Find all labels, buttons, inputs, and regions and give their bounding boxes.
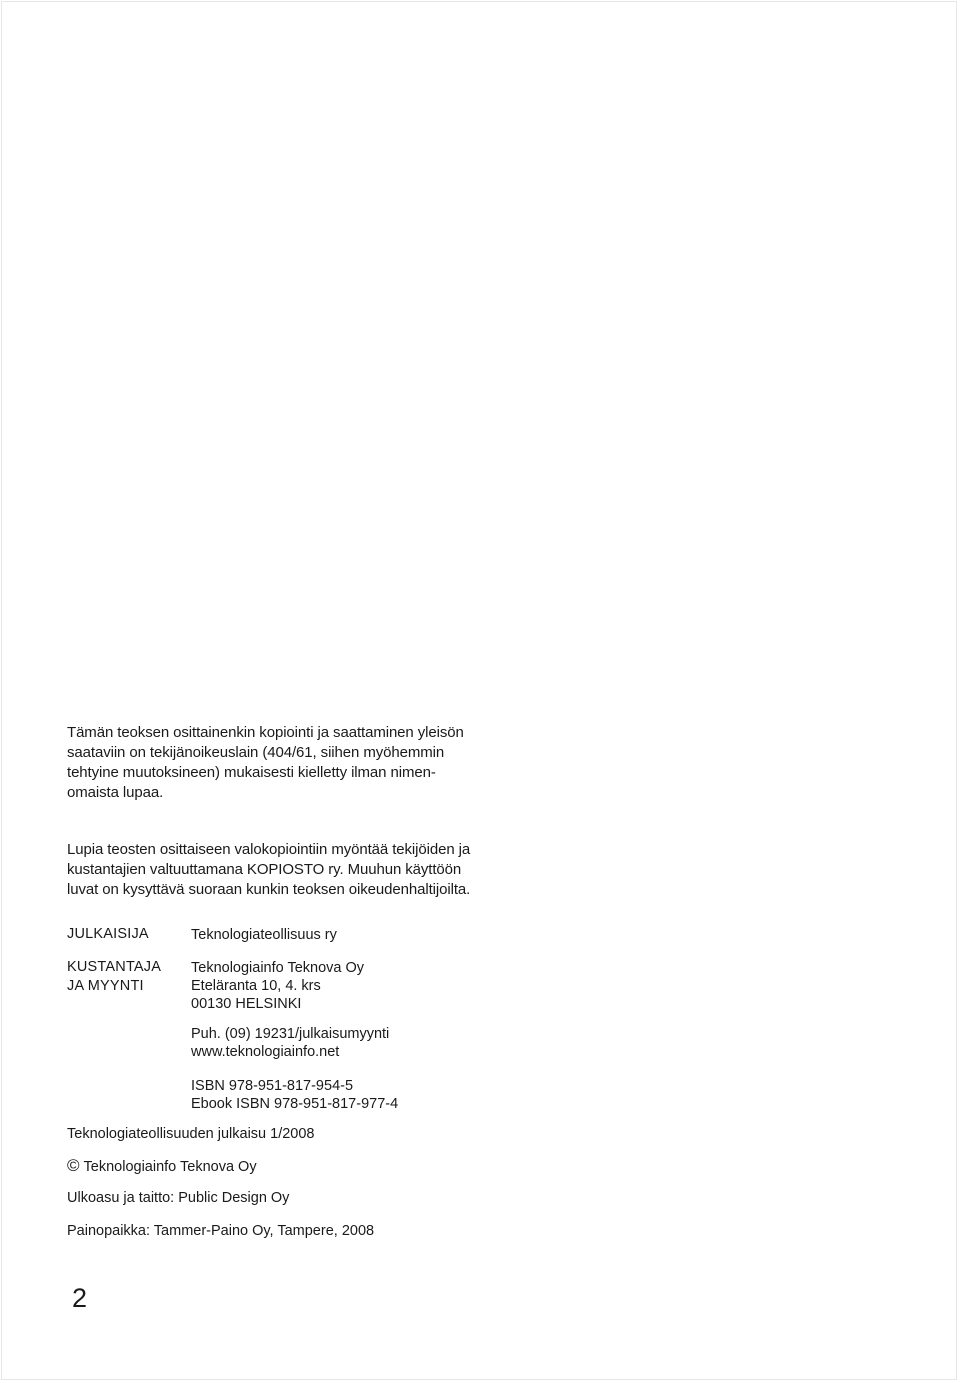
isbn-block — [191, 1077, 398, 1113]
publisher-label: JULKAISIJA — [67, 926, 149, 942]
distributor-address — [191, 959, 364, 1013]
notice-line: tehtyine muutoksineen) mukaisesti kielletty ilman nimen- — [67, 764, 436, 781]
notice-line: Tämän teoksen osittainenkin kopiointi ja saattaminen yleisön — [67, 724, 464, 741]
website: www.teknologiainfo.net — [191, 1044, 340, 1060]
notice-line: saataviin on tekijänoikeuslain (404/61, siihen myöhemmin — [67, 744, 445, 761]
copyright-holder: Teknologiainfo Teknova Oy — [83, 1159, 257, 1175]
isbn: ISBN 978-951-817-954-5 — [191, 1078, 354, 1094]
notice-line: kustantajien valtuuttamana KOPIOSTO ry. Muuhun käyttöön — [67, 861, 462, 878]
distributor-street: Eteläranta 10, 4. krs — [191, 978, 321, 994]
notice-line: omaista lupaa. — [67, 784, 164, 801]
distributor-contact — [191, 1025, 389, 1061]
copyright-icon: © — [67, 1156, 80, 1175]
page-number: 2 — [72, 1283, 88, 1313]
series-info: Teknologiateollisuuden julkaisu 1/2008 — [67, 1126, 315, 1142]
layout-credit: Ulkoasu ja taitto: Public Design Oy — [67, 1190, 290, 1206]
ebook-isbn: Ebook ISBN 978-951-817-977-4 — [191, 1096, 399, 1112]
notice-line: Lupia teosten osittaiseen valokopiointiin myöntää tekijöiden ja — [67, 841, 471, 858]
copyright-line — [67, 1156, 257, 1177]
distributor-city: 00130 HELSINKI — [191, 996, 302, 1012]
distributor-name: Teknologiainfo Teknova Oy — [191, 960, 365, 976]
copyright-notice — [67, 723, 464, 803]
notice-line: luvat on kysyttävä suoraan kunkin teoksen oikeudenhaltijoilta. — [67, 881, 471, 898]
printing-credit: Painopaikka: Tammer-Paino Oy, Tampere, 2008 — [67, 1223, 375, 1239]
distributor-label: KUSTANTAJA JA MYYNTI — [67, 959, 162, 994]
permission-notice — [67, 840, 470, 900]
phone-number: Puh. (09) 19231/julkaisumyynti — [191, 1026, 390, 1042]
publisher-name: Teknologiateollisuus ry — [191, 927, 337, 943]
